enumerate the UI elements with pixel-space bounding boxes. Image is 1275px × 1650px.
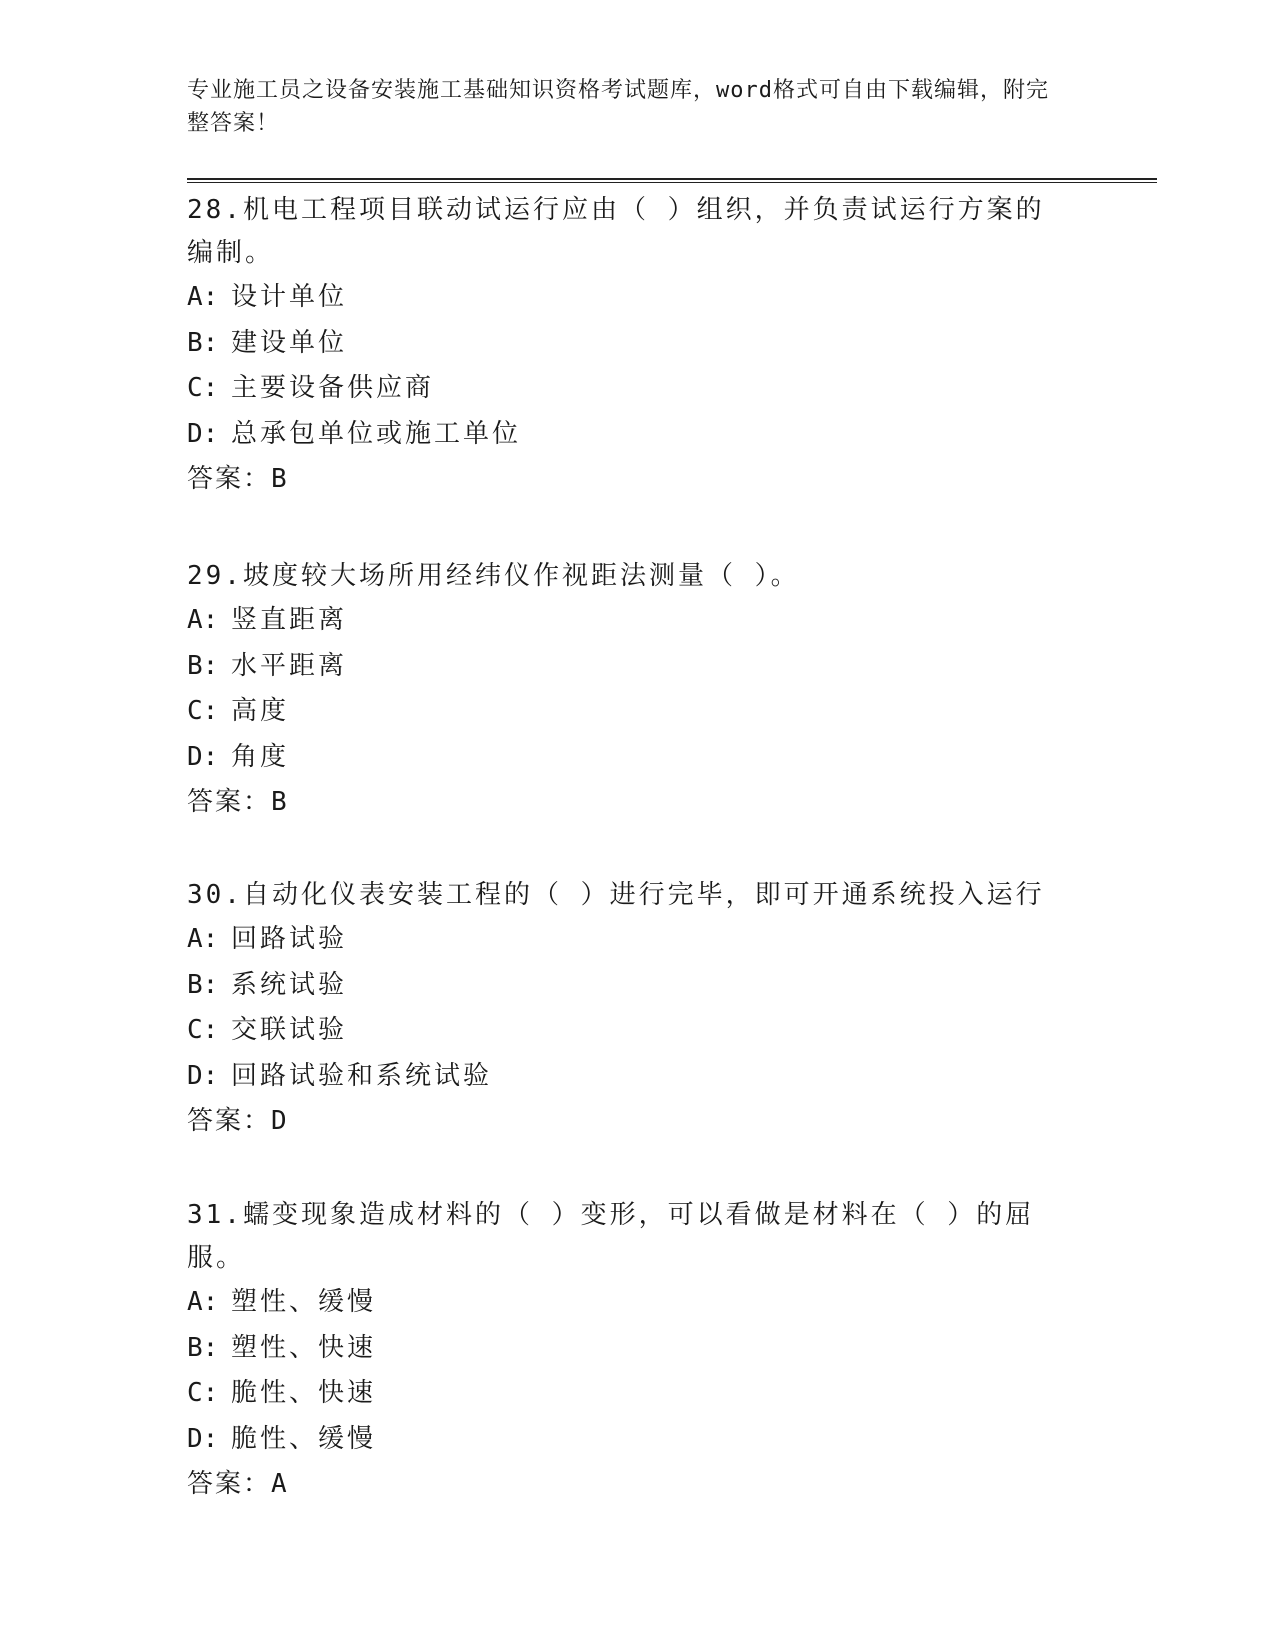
option-key: B: xyxy=(187,650,219,681)
question-30 xyxy=(187,874,1067,1145)
option-text: 回路试验 xyxy=(231,924,348,954)
option-text: 塑性、缓慢 xyxy=(231,1287,377,1317)
option-key: A: xyxy=(187,605,219,635)
option-d xyxy=(187,412,1067,458)
option-key: C: xyxy=(187,1015,219,1045)
option-text: 竖直距离 xyxy=(231,605,348,635)
answer: 答案：B xyxy=(187,787,289,817)
option-key: C: xyxy=(187,696,219,726)
header-divider xyxy=(187,178,1157,183)
option-a xyxy=(187,1280,1067,1326)
option-key: D: xyxy=(187,741,219,772)
option-text: 总承包单位或施工单位 xyxy=(231,418,522,449)
answer: 答案：D xyxy=(187,1106,289,1136)
question-text: 31.蠕变现象造成材料的（ ）变形，可以看做是材料在（ ）的屈服。 xyxy=(187,1200,1035,1273)
option-a xyxy=(187,598,1067,644)
option-key: D: xyxy=(187,1060,219,1091)
answer: 答案：B xyxy=(187,464,289,494)
option-text: 脆性、快速 xyxy=(231,1378,377,1408)
option-text: 水平距离 xyxy=(231,650,348,681)
document-page xyxy=(187,0,1157,1650)
question-29 xyxy=(187,555,1067,826)
option-b xyxy=(187,321,1067,367)
option-c xyxy=(187,1371,1067,1417)
option-text: 角度 xyxy=(231,741,290,772)
document-header: 专业施工员之设备安装施工基础知识资格考试题库，word格式可自由下载编辑，附完整答案！ xyxy=(187,78,1049,136)
option-c xyxy=(187,689,1067,735)
option-key: B: xyxy=(187,969,219,1000)
option-text: 塑性、快速 xyxy=(231,1332,377,1363)
option-key: B: xyxy=(187,327,219,358)
option-a xyxy=(187,275,1067,321)
option-text: 主要设备供应商 xyxy=(231,373,435,403)
option-d xyxy=(187,1054,1067,1100)
question-text: 28.机电工程项目联动试运行应由（ ）组织，并负责试运行方案的编制。 xyxy=(187,195,1045,268)
option-key: A: xyxy=(187,924,219,954)
option-text: 系统试验 xyxy=(231,969,348,1000)
option-key: C: xyxy=(187,1378,219,1408)
question-text: 30.自动化仪表安装工程的（ ）进行完毕，即可开通系统投入运行 xyxy=(187,880,1045,910)
option-b xyxy=(187,644,1067,690)
option-key: C: xyxy=(187,373,219,403)
question-28 xyxy=(187,189,1067,503)
option-key: B: xyxy=(187,1332,219,1363)
answer: 答案：A xyxy=(187,1469,289,1499)
option-text: 脆性、缓慢 xyxy=(231,1423,377,1454)
option-text: 设计单位 xyxy=(231,282,348,312)
option-b xyxy=(187,963,1067,1009)
option-key: D: xyxy=(187,1423,219,1454)
option-key: A: xyxy=(187,1287,219,1317)
option-d xyxy=(187,1417,1067,1463)
option-text: 高度 xyxy=(231,696,290,726)
option-c xyxy=(187,1008,1067,1054)
option-key: D: xyxy=(187,418,219,449)
option-c xyxy=(187,366,1067,412)
option-text: 回路试验和系统试验 xyxy=(231,1060,493,1091)
option-b xyxy=(187,1326,1067,1372)
option-d xyxy=(187,735,1067,781)
option-text: 建设单位 xyxy=(231,327,348,358)
option-a xyxy=(187,917,1067,963)
option-text: 交联试验 xyxy=(231,1015,348,1045)
question-31 xyxy=(187,1194,1067,1508)
option-key: A: xyxy=(187,282,219,312)
question-text: 29.坡度较大场所用经纬仪作视距法测量（ ）。 xyxy=(187,561,800,591)
